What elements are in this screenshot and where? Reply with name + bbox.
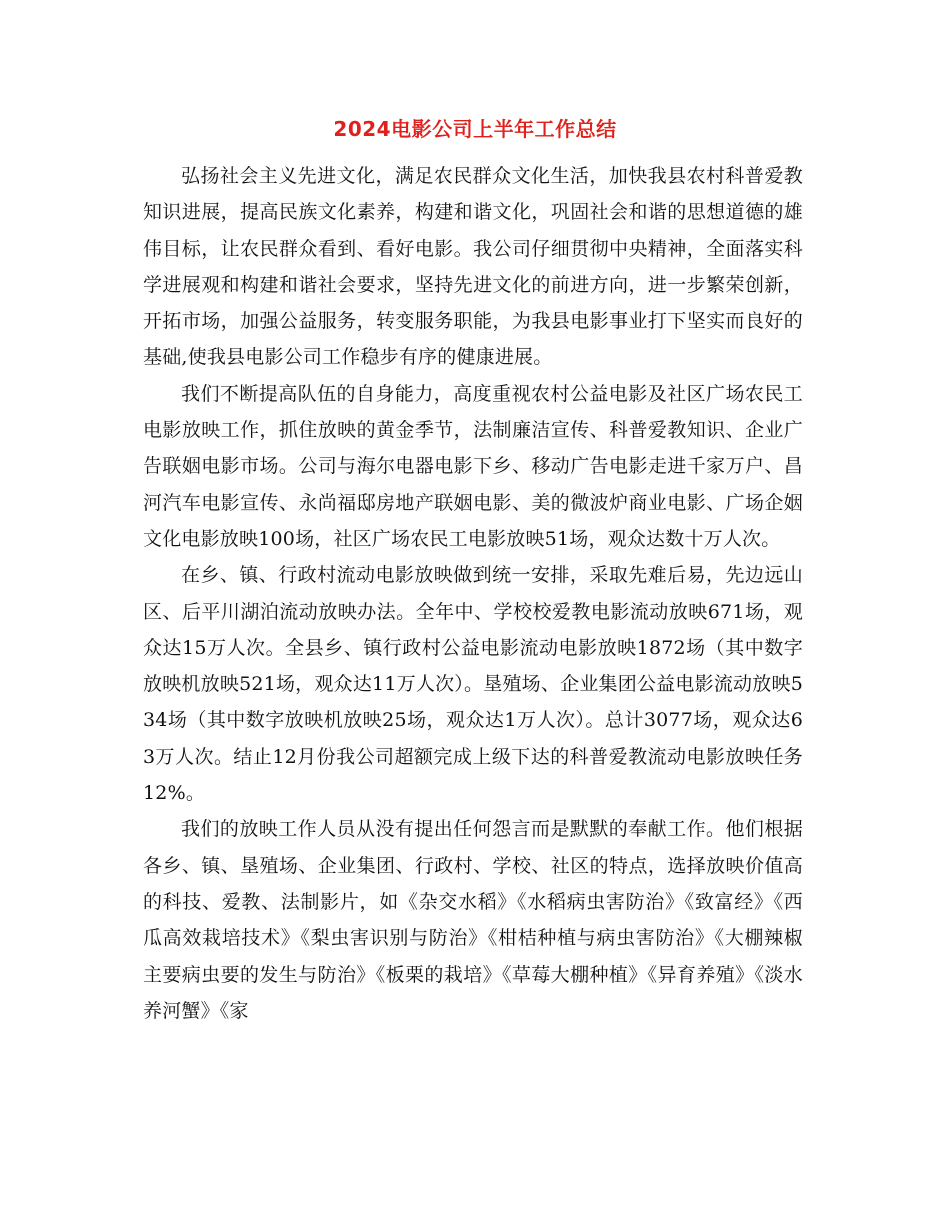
paragraph-1: 弘扬社会主义先进文化，满足农民群众文化生活，加快我县农村科普爱教知识进展，提高民族文化素养，构建和谐文化，巩固社会和谐的思想道德的雄伟目标，让农民群众看到、看好电影。我公司仔细贯彻中央精神，全面落实科学进展观和构建和谐社会要求，坚持先进文化的前进方向，进一步繁荣创新，开拓市场，加强公益服务，转变服务职能，为我县电影事业打下坚实而良好的基础,使我县电影公司工作稳步有序的健康进展。 (143, 165, 803, 369)
paragraph-4: 我们的放映工作人员从没有提出任何怨言而是默默的奉献工作。他们根据各乡、镇、垦殖场、企业集团、行政村、学校、社区的特点，选择放映价值高的科技、爱教、法制影片，如《杂交水稻》《水稻病虫害防治》《致富经》《西瓜高效栽培技术》《梨虫害识别与防治》《柑桔种植与病虫害防治》《大棚辣椒主要病虫要的发生与防治》《板栗的栽培》《草莓大棚种植》《异育养殖》《淡水养河蟹》《家 (143, 818, 803, 1022)
paragraph-2: 我们不断提高队伍的自身能力，高度重视农村公益电影及社区广场农民工电影放映工作，抓住放映的黄金季节，法制廉洁宣传、科普爱教知识、企业广告联姻电影市场。公司与海尔电器电影下乡、移动广告电影走进千家万户、昌河汽车电影宣传、永尚福邸房地产联姻电影、美的微波炉商业电影、广场企姻文化电影放映100场，社区广场农民工电影放映51场，观众达数十万人次。 (143, 382, 803, 550)
document-body (143, 158, 803, 1029)
paragraph-3: 在乡、镇、行政村流动电影放映做到统一安排，采取先难后易，先边远山区、后平川湖泊流动放映办法。全年中、学校校爱教电影流动放映671场，观众达15万人次。全县乡、镇行政村公益电影流动电影放映1872场（其中数字放映机放映521场，观众达11万人次）。垦殖场、企业集团公益电影流动放映534场（其中数字放映机放映25场，观众达1万人次）。总计3077场，观众达63万人次。结止12月份我公司超额完成上级下达的科普爱教流动电影放映任务12%。 (143, 564, 803, 805)
document-title: 2024电影公司上半年工作总结 (333, 117, 617, 141)
